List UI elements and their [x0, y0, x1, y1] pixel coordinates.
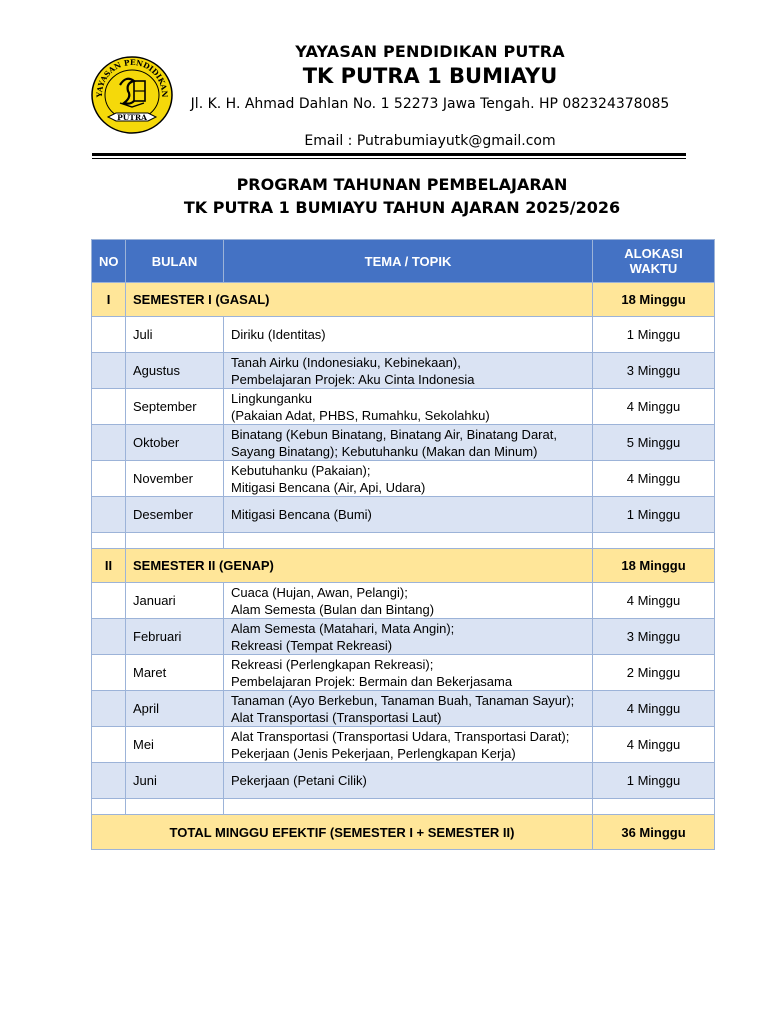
row-no: [92, 619, 126, 655]
topic-line: Binatang (Kebun Binatang, Binatang Air, Binatang Darat,: [231, 426, 557, 442]
logo-banner-text: PUTRA: [117, 113, 147, 122]
row-alokasi: 4 Minggu: [593, 691, 715, 727]
row-tema: [224, 425, 593, 461]
row-no: [92, 389, 126, 425]
school-email: Email : Putrabumiayutk@gmail.com: [304, 133, 556, 149]
table-row: [92, 619, 715, 655]
table-header-row: [92, 240, 715, 283]
table-row: [92, 317, 715, 353]
total-row: [92, 815, 715, 850]
total-label: TOTAL MINGGU EFEKTIF (SEMESTER I + SEMESTER II): [92, 815, 593, 850]
topic-line: Tanaman (Ayo Berkebun, Tanaman Buah, Tanaman Sayur);: [231, 692, 575, 708]
topic-line: Pekerjaan (Petani Cilik): [231, 773, 367, 788]
topic-line: Rekreasi (Tempat Rekreasi): [231, 637, 393, 653]
school-address: Jl. K. H. Ahmad Dahlan No. 1 52273 Jawa Tengah. HP 082324378085: [190, 96, 670, 112]
topic-line: Pembelajaran Projek: Bermain dan Bekerjasama: [231, 673, 513, 689]
table-row: [92, 763, 715, 799]
row-tema: [224, 389, 593, 425]
topic-line: Alat Transportasi (Transportasi Laut): [231, 709, 442, 725]
header-rule-thick: [92, 153, 686, 156]
row-no: [92, 317, 126, 353]
annual-program-table: [91, 239, 715, 850]
header-alokasi-line1: ALOKASI: [624, 246, 683, 261]
table-row: [92, 691, 715, 727]
table-row: [92, 353, 715, 389]
row-alokasi: 3 Minggu: [593, 619, 715, 655]
table-row: [92, 583, 715, 619]
row-bulan: September: [126, 389, 224, 425]
topic-line: Lingkunganku: [231, 390, 312, 406]
topic-line: Mitigasi Bencana (Air, Api, Udara): [231, 479, 426, 495]
row-no: [92, 727, 126, 763]
row-bulan: Februari: [126, 619, 224, 655]
row-no: [92, 353, 126, 389]
row-tema: [224, 461, 593, 497]
topic-line: Mitigasi Bencana (Bumi): [231, 507, 372, 522]
topic-line: Alat Transportasi (Transportasi Udara, Transportasi Darat);: [231, 728, 570, 744]
school-logo: [90, 55, 174, 135]
logo-ring-text: YAYASAN PENDIDIKAN: [94, 57, 170, 98]
table-row: [92, 389, 715, 425]
table-row: [92, 425, 715, 461]
row-bulan: Oktober: [126, 425, 224, 461]
header-tema: TEMA / TOPIK: [224, 240, 593, 283]
blank-cell: [224, 533, 593, 549]
blank-cell: [593, 799, 715, 815]
row-bulan: Agustus: [126, 353, 224, 389]
row-tema: [224, 763, 593, 799]
row-bulan: Desember: [126, 497, 224, 533]
row-tema: [224, 317, 593, 353]
row-no: [92, 691, 126, 727]
topic-line: Alam Semesta (Bulan dan Bintang): [231, 601, 435, 617]
topic-line: Alam Semesta (Matahari, Mata Angin);: [231, 620, 455, 636]
row-alokasi: 1 Minggu: [593, 763, 715, 799]
semester-no: II: [92, 549, 126, 583]
document-subtitle: TK PUTRA 1 BUMIAYU TAHUN AJARAN 2025/2026: [183, 198, 621, 217]
semester-label: SEMESTER I (GASAL): [126, 283, 593, 317]
table-row: [92, 461, 715, 497]
row-tema: [224, 353, 593, 389]
blank-cell: [126, 533, 224, 549]
row-no: [92, 497, 126, 533]
semester-total: 18 Minggu: [593, 549, 715, 583]
row-no: [92, 461, 126, 497]
organization-name: YAYASAN PENDIDIKAN PUTRA: [295, 42, 565, 61]
row-tema: [224, 655, 593, 691]
semester2-row: [92, 549, 715, 583]
total-value: 36 Minggu: [593, 815, 715, 850]
table-row: [92, 727, 715, 763]
topic-line: Kebutuhanku (Pakaian);: [231, 462, 371, 478]
semester-no: I: [92, 283, 126, 317]
blank-row: [92, 533, 715, 549]
row-alokasi: 1 Minggu: [593, 497, 715, 533]
blank-cell: [224, 799, 593, 815]
header-rule-thin: [92, 158, 686, 159]
blank-cell: [126, 799, 224, 815]
row-tema: [224, 691, 593, 727]
topic-line: Pekerjaan (Jenis Pekerjaan, Perlengkapan Kerja): [231, 745, 516, 761]
table-row: [92, 655, 715, 691]
header-no: NO: [92, 240, 126, 283]
topic-line: Rekreasi (Perlengkapan Rekreasi);: [231, 656, 434, 672]
topic-line: (Pakaian Adat, PHBS, Rumahku, Sekolahku): [231, 407, 490, 423]
row-tema: [224, 619, 593, 655]
row-no: [92, 763, 126, 799]
row-bulan: November: [126, 461, 224, 497]
row-alokasi: 5 Minggu: [593, 425, 715, 461]
document-title: PROGRAM TAHUNAN PEMBELAJARAN: [236, 175, 568, 194]
table-row: [92, 497, 715, 533]
topic-line: Pembelajaran Projek: Aku Cinta Indonesia: [231, 371, 475, 387]
row-bulan: Maret: [126, 655, 224, 691]
header-bulan: BULAN: [126, 240, 224, 283]
topic-line: Sayang Binatang); Kebutuhanku (Makan dan Minum): [231, 443, 538, 459]
semester-total: 18 Minggu: [593, 283, 715, 317]
topic-line: Cuaca (Hujan, Awan, Pelangi);: [231, 584, 408, 600]
row-alokasi: 4 Minggu: [593, 461, 715, 497]
row-bulan: Mei: [126, 727, 224, 763]
row-bulan: Juli: [126, 317, 224, 353]
blank-cell: [92, 799, 126, 815]
header-alokasi-line2: WAKTU: [629, 261, 678, 276]
header-alokasi: [593, 240, 715, 283]
semester-label: SEMESTER II (GENAP): [126, 549, 593, 583]
row-alokasi: 4 Minggu: [593, 727, 715, 763]
row-tema: [224, 727, 593, 763]
row-bulan: April: [126, 691, 224, 727]
row-tema: [224, 497, 593, 533]
topic-line: Diriku (Identitas): [231, 327, 326, 342]
blank-row: [92, 799, 715, 815]
row-alokasi: 3 Minggu: [593, 353, 715, 389]
row-bulan: Januari: [126, 583, 224, 619]
row-no: [92, 583, 126, 619]
row-alokasi: 4 Minggu: [593, 389, 715, 425]
row-bulan: Juni: [126, 763, 224, 799]
row-no: [92, 425, 126, 461]
blank-cell: [92, 533, 126, 549]
row-no: [92, 655, 126, 691]
school-name: TK PUTRA 1 BUMIAYU: [302, 64, 558, 88]
semester1-row: [92, 283, 715, 317]
blank-cell: [593, 533, 715, 549]
row-tema: [224, 583, 593, 619]
row-alokasi: 1 Minggu: [593, 317, 715, 353]
row-alokasi: 2 Minggu: [593, 655, 715, 691]
row-alokasi: 4 Minggu: [593, 583, 715, 619]
topic-line: Tanah Airku (Indonesiaku, Kebinekaan),: [231, 354, 461, 370]
